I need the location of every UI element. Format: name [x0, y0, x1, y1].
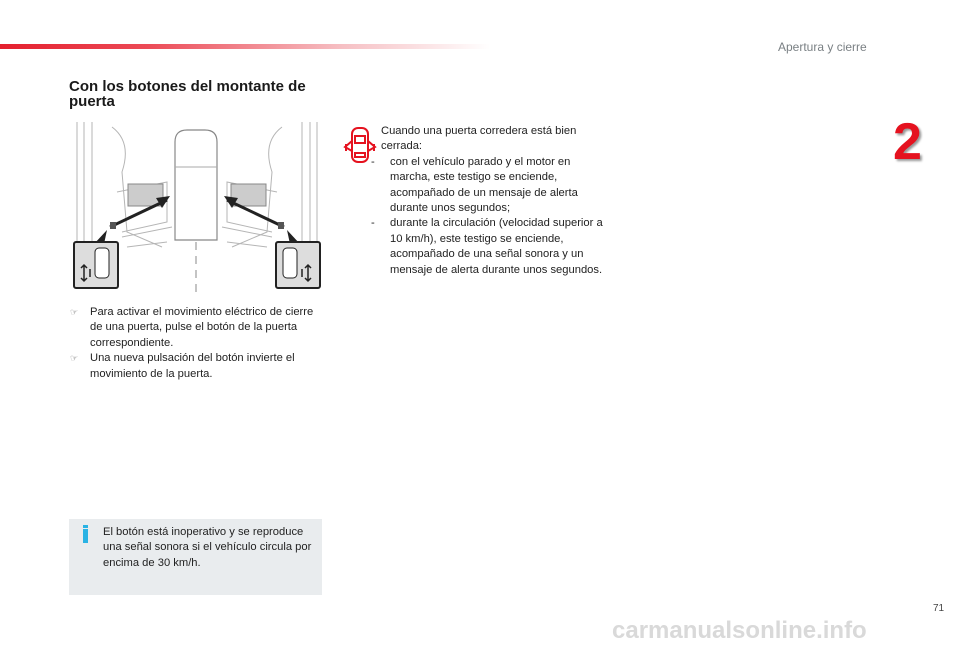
page-title: Con los botones del montante de puerta	[69, 78, 306, 110]
info-box	[69, 519, 322, 595]
warning-item: - con el vehículo parado y el motor en marcha, este testigo se enciende, acompañado de un mensaje de alerta durante unos segundos;	[371, 155, 578, 215]
section-title: Apertura y cierre	[778, 40, 867, 54]
hand-pointer-icon: ☞	[70, 307, 79, 317]
info-icon	[83, 529, 88, 543]
warning-item: - durante la circulación (velocidad superior a 10 km/h), este testigo se enciende, acompañado de una señal sonora y un mensaje de alerta durante unos segundos.	[371, 217, 603, 276]
instructions-list	[70, 305, 325, 382]
right-door-button-icon	[276, 242, 320, 288]
instruction-item	[70, 351, 325, 382]
instruction-text: Una nueva pulsación del botón invierte el movimiento de la puerta.	[90, 352, 295, 380]
hand-pointer-icon: ☞	[70, 353, 79, 364]
header-red-bar	[0, 44, 490, 49]
left-door-button-icon	[74, 242, 118, 288]
warning-text	[371, 124, 611, 278]
warning-intro: Cuando una puerta corredera está bien cerrada:	[381, 125, 577, 153]
door-buttons-illustration	[72, 122, 322, 292]
chapter-number: 2	[893, 113, 922, 171]
instruction-item	[70, 305, 325, 351]
instruction-text: Para activar el movimiento eléctrico de cierre de una puerta, pulse el botón de la puerta correspondiente.	[90, 306, 314, 349]
warning-item-text: con el vehículo parado y el motor en marcha, este testigo se enciende, acompañado de un mensaje de alerta durante unos segundos;	[390, 155, 578, 215]
info-text: El botón está inoperativo y se reproduce una señal sonora si el vehículo circula por encima de 30 km/h.	[103, 526, 312, 569]
watermark: carmanualsonline.info	[612, 617, 867, 644]
warning-item-text: durante la circulación (velocidad superior a 10 km/h), este testigo se enciende, acompañado de una señal sonora y un mensaje de alerta durante unos segundos.	[390, 217, 603, 276]
page-number: 71	[933, 603, 945, 614]
